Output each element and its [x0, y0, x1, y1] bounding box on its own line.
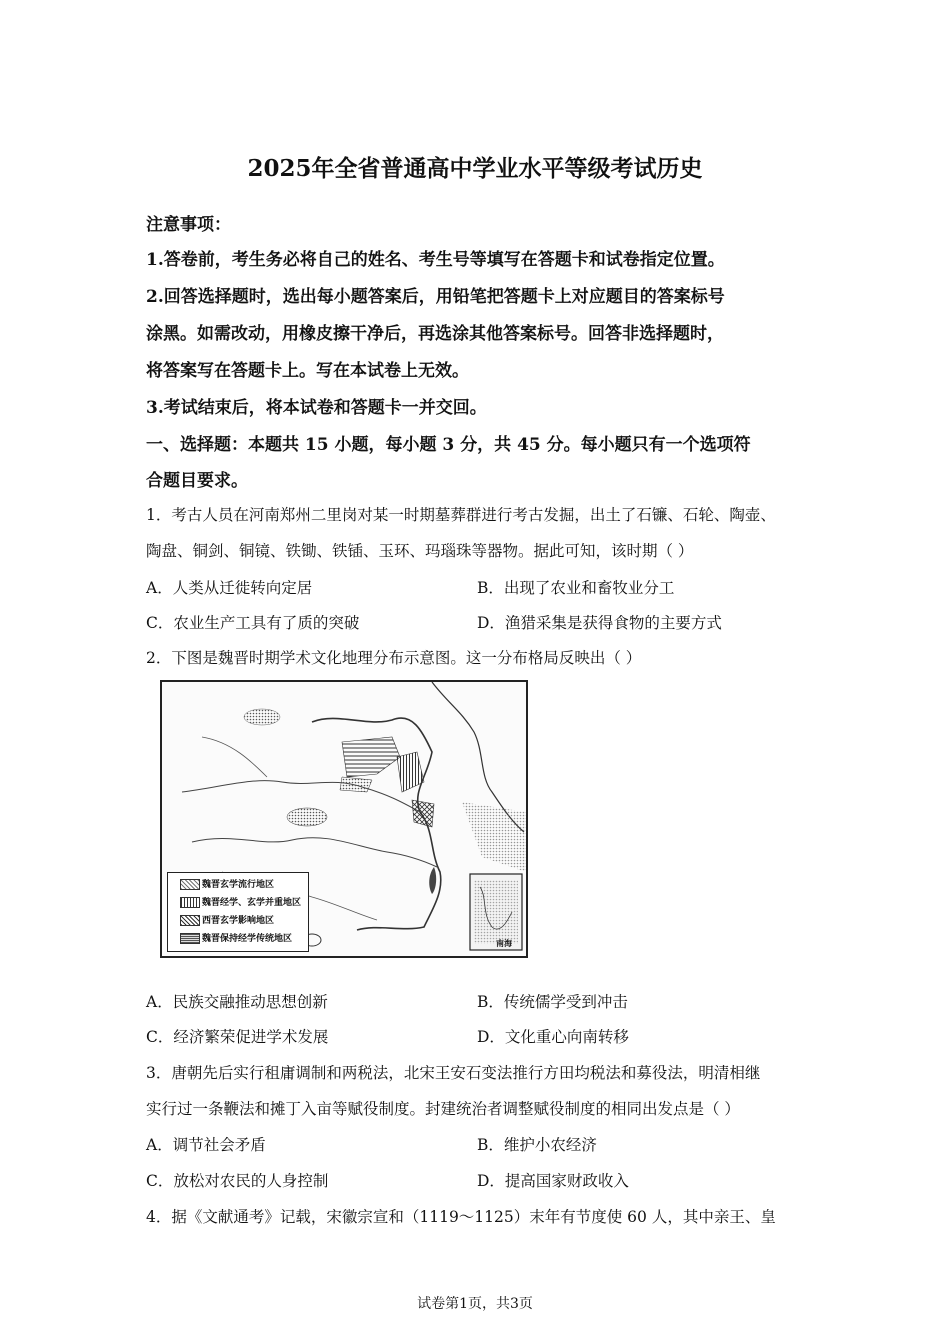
region-xuanxue-central	[340, 777, 372, 792]
notice-item-2-end: 将答案写在答题卡上。写在本试卷上无效。	[146, 361, 469, 381]
section-heading: 一、选择题：本题共 15 小题，每小题 3 分，共 45 分。每小题只有一个选项符	[146, 435, 751, 455]
legend-row-2	[180, 895, 301, 908]
notice-item-3: 3.考试结束后，将本试卷和答题卡一并交回。	[146, 398, 487, 418]
q1-option-c[interactable]: C．农业生产工具有了质的突破	[146, 614, 360, 632]
q2-option-c[interactable]: C．经济繁荣促进学术发展	[146, 1028, 329, 1046]
q3-option-c[interactable]: C．放松对农民的人身控制	[146, 1172, 329, 1190]
sea-shading	[462, 802, 526, 872]
q3-stem: 3．唐朝先后实行租庸调制和两税法，北宋王安石变法推行方田均税法和募役法，明清相继	[146, 1064, 761, 1082]
q2-option-a[interactable]: A．民族交融推动思想创新	[146, 993, 328, 1011]
page-title: 2025年全省普通高中学业水平等级考试历史	[247, 155, 703, 182]
legend-label-1: 魏晋玄学流行地区	[202, 880, 275, 890]
wei-jin-culture-map	[160, 680, 528, 958]
legend-swatch-2	[180, 897, 200, 908]
q3-option-b[interactable]: B．维护小农经济	[477, 1136, 597, 1154]
inset-label: 南海	[496, 938, 512, 948]
page-footer: 试卷第1页，共3页	[417, 1296, 533, 1312]
legend-row-3	[180, 913, 274, 926]
legend-swatch-1	[180, 879, 200, 890]
legend-row-4	[180, 931, 292, 944]
legend-label-3: 西晋玄学影响地区	[202, 916, 275, 926]
taiwan-island	[429, 867, 436, 894]
legend-swatch-4	[180, 933, 200, 944]
notice-item-2: 2.回答选择题时，选出每小题答案后，用铅笔把答题卡上对应题目的答案标号	[146, 287, 725, 307]
section-heading-cont: 合题目要求。	[146, 471, 248, 491]
notice-item-2-cont: 涂黑。如需改动，用橡皮擦干净后，再选涂其他答案标号。回答非选择题时，	[146, 324, 724, 344]
q3-option-d[interactable]: D．提高国家财政收入	[477, 1172, 629, 1190]
q1-option-b[interactable]: B．出现了农业和畜牧业分工	[477, 579, 675, 597]
legend-label-4: 魏晋保持经学传统地区	[202, 934, 293, 944]
q4-stem: 4．据《文献通考》记载，宋徽宗宣和（1119～1125）末年有节度使 60 人，其中亲王、皇	[146, 1208, 776, 1226]
q2-option-d[interactable]: D．文化重心向南转移	[477, 1028, 629, 1046]
legend-label-2: 魏晋经学、玄学并重地区	[202, 898, 302, 908]
q3-option-a[interactable]: A．调节社会矛盾	[146, 1136, 266, 1154]
region-xuanxue-north	[244, 709, 280, 725]
notice-item-1: 1.答卷前，考生务必将自己的姓名、考生号等填写在答题卡和试卷指定位置。	[146, 250, 725, 270]
notice-heading: 注意事项：	[146, 215, 231, 235]
region-jingxue-xuanxue	[342, 737, 400, 777]
q1-option-d[interactable]: D．渔猎采集是获得食物的主要方式	[477, 614, 722, 632]
q2-option-b[interactable]: B．传统儒学受到冲击	[477, 993, 628, 1011]
q1-option-a[interactable]: A．人类从迁徙转向定居	[146, 579, 313, 597]
region-xijin-xuanxue	[412, 800, 434, 827]
q1-stem: 1．考古人员在河南郑州二里岗对某一时期墓葬群进行考古发掘，出土了石镰、石轮、陶壶、	[146, 506, 776, 524]
yangtze-river	[192, 838, 437, 867]
q2-stem: 2．下图是魏晋时期学术文化地理分布示意图。这一分布格局反映出（ ）	[146, 649, 642, 667]
legend-swatch-3	[180, 915, 200, 926]
legend-row-1	[180, 877, 274, 890]
region-traditional-jingxue	[287, 808, 327, 826]
q1-stem-cont: 陶盘、铜剑、铜镜、铁锄、铁锸、玉环、玛瑙珠等器物。据此可知，该时期（ ）	[146, 542, 694, 560]
map-legend	[167, 872, 309, 952]
q3-stem-cont: 实行过一条鞭法和摊丁入亩等赋役制度。封建统治者调整赋役制度的相同出发点是（ ）	[146, 1100, 740, 1118]
yellow-river	[182, 781, 420, 812]
